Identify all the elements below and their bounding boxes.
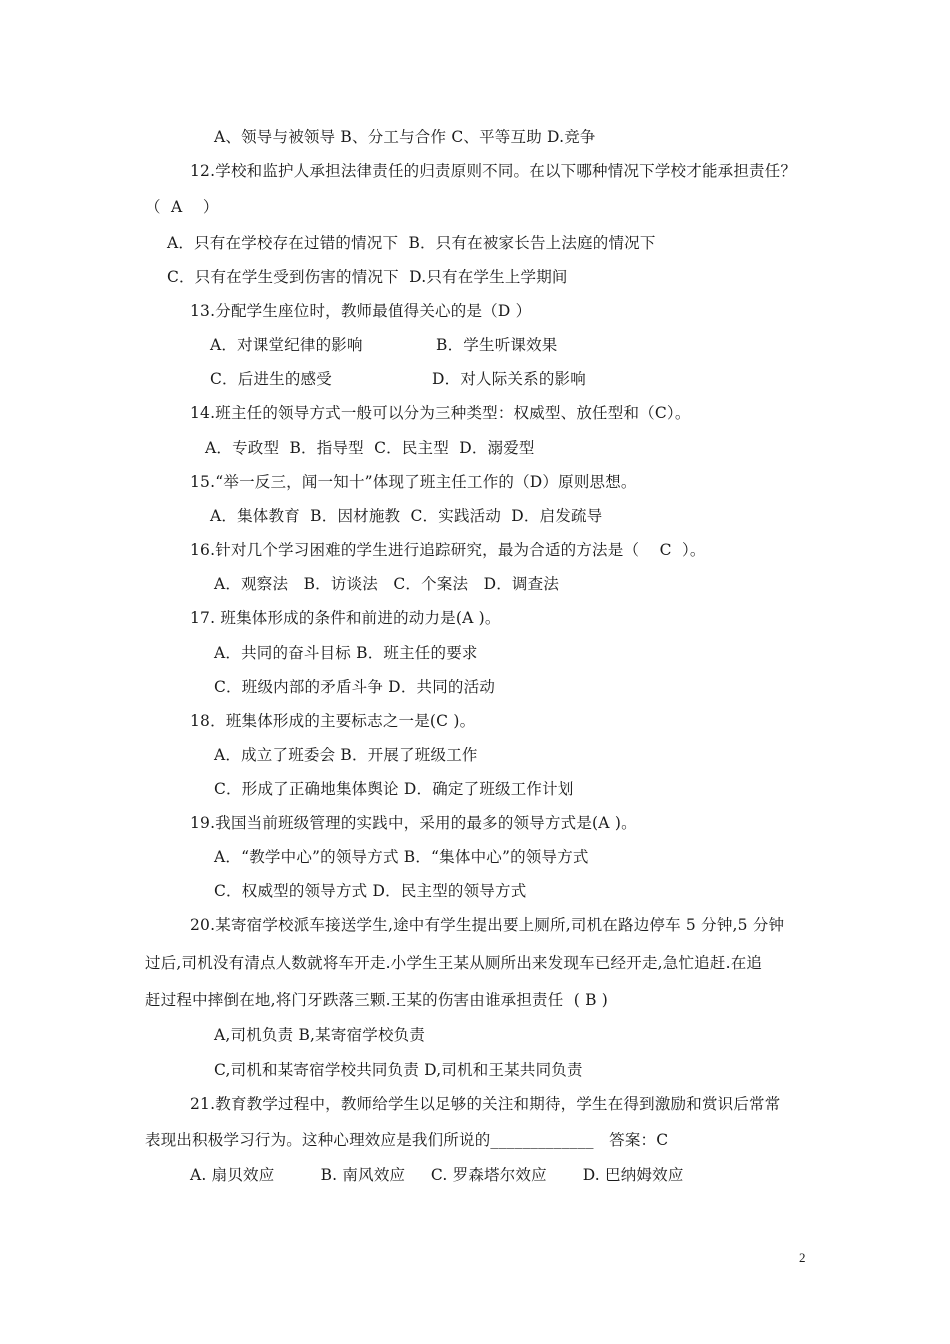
q13-option-b: B．学生听课效果 bbox=[436, 336, 558, 354]
q18-question: 18．班集体形成的主要标志之一是(C )。 bbox=[190, 712, 476, 730]
q11-options: A、领导与被领导 B、分工与合作 C、平等互助 D.竞争 bbox=[214, 128, 596, 146]
q21-question-line1: 21.教育教学过程中，教师给学生以足够的关注和期待，学生在得到激励和赏识后常常 bbox=[190, 1095, 781, 1113]
q14-question: 14.班主任的领导方式一般可以分为三种类型：权威型、放任型和（C）。 bbox=[190, 404, 691, 422]
q16-options: A．观察法 B．访谈法 C．个案法 D．调查法 bbox=[214, 575, 560, 593]
q14-options: A．专政型 B．指导型 C．民主型 D．溺爱型 bbox=[205, 439, 535, 457]
q13-question: 13.分配学生座位时，教师最值得关心的是（D ） bbox=[190, 302, 532, 320]
q17-options-ab: A．共同的奋斗目标 B．班主任的要求 bbox=[214, 644, 478, 662]
q12-question: 12.学校和监护人承担法律责任的归责原则不同。在以下哪种情况下学校才能承担责任？ bbox=[190, 162, 797, 180]
q15-question: 15.“举一反三，闻一知十”体现了班主任工作的（D）原则思想。 bbox=[190, 473, 637, 491]
q12-options-cd: C．只有在学生受到伤害的情况下 D.只有在学生上学期间 bbox=[167, 268, 568, 286]
q18-options-ab: A．成立了班委会 B．开展了班级工作 bbox=[214, 746, 478, 764]
q12-answer: （ A ） bbox=[145, 198, 219, 216]
q19-options-ab: A．“教学中心”的领导方式 B．“集体中心”的领导方式 bbox=[214, 848, 589, 866]
q13-option-a: A．对课堂纪律的影响 bbox=[210, 336, 363, 354]
q20-question-line3: 赶过程中摔倒在地,将门牙跌落三颗.王某的伤害由谁承担责任 ( B ) bbox=[145, 991, 609, 1009]
q15-options: A．集体教育 B．因材施教 C．实践活动 D．启发疏导 bbox=[210, 507, 603, 525]
q20-question-line1: 20.某寄宿学校派车接送学生,途中有学生提出要上厕所,司机在路边停车 5 分钟,5 分钟 bbox=[190, 916, 785, 934]
q19-question: 19.我国当前班级管理的实践中，采用的最多的领导方式是(A )。 bbox=[190, 814, 637, 832]
q20-question-line2: 过后,司机没有清点人数就将车开走.小学生王某从厕所出来发现车已经开走,急忙追赶.在追 bbox=[145, 954, 763, 972]
q16-question: 16.针对几个学习困难的学生进行追踪研究，最为合适的方法是（ C ）。 bbox=[190, 541, 706, 559]
page-number: 2 bbox=[799, 1250, 806, 1265]
q17-options-cd: C．班级内部的矛盾斗争 D．共同的活动 bbox=[214, 678, 496, 696]
q18-options-cd: C．形成了正确地集体舆论 D．确定了班级工作计划 bbox=[214, 780, 574, 798]
q21-question-line2: 表现出积极学习行为。这种心理效应是我们所说的_____________ 答案：C bbox=[145, 1131, 669, 1149]
q20-options-ab: A,司机负责 B,某寄宿学校负责 bbox=[214, 1026, 426, 1044]
q13-option-c: C．后进生的感受 bbox=[210, 370, 332, 388]
q20-options-cd: C,司机和某寄宿学校共同负责 D,司机和王某共同负责 bbox=[214, 1061, 583, 1079]
q12-options-ab: A．只有在学校存在过错的情况下 B．只有在被家长告上法庭的情况下 bbox=[167, 234, 656, 252]
q17-question: 17. 班集体形成的条件和前进的动力是(A )。 bbox=[190, 609, 501, 627]
q13-option-d: D．对人际关系的影响 bbox=[432, 370, 586, 388]
q19-options-cd: C．权威型的领导方式 D．民主型的领导方式 bbox=[214, 882, 527, 900]
q21-options: A. 扇贝效应 B. 南风效应 C. 罗森塔尔效应 D. 巴纳姆效应 bbox=[190, 1166, 684, 1184]
